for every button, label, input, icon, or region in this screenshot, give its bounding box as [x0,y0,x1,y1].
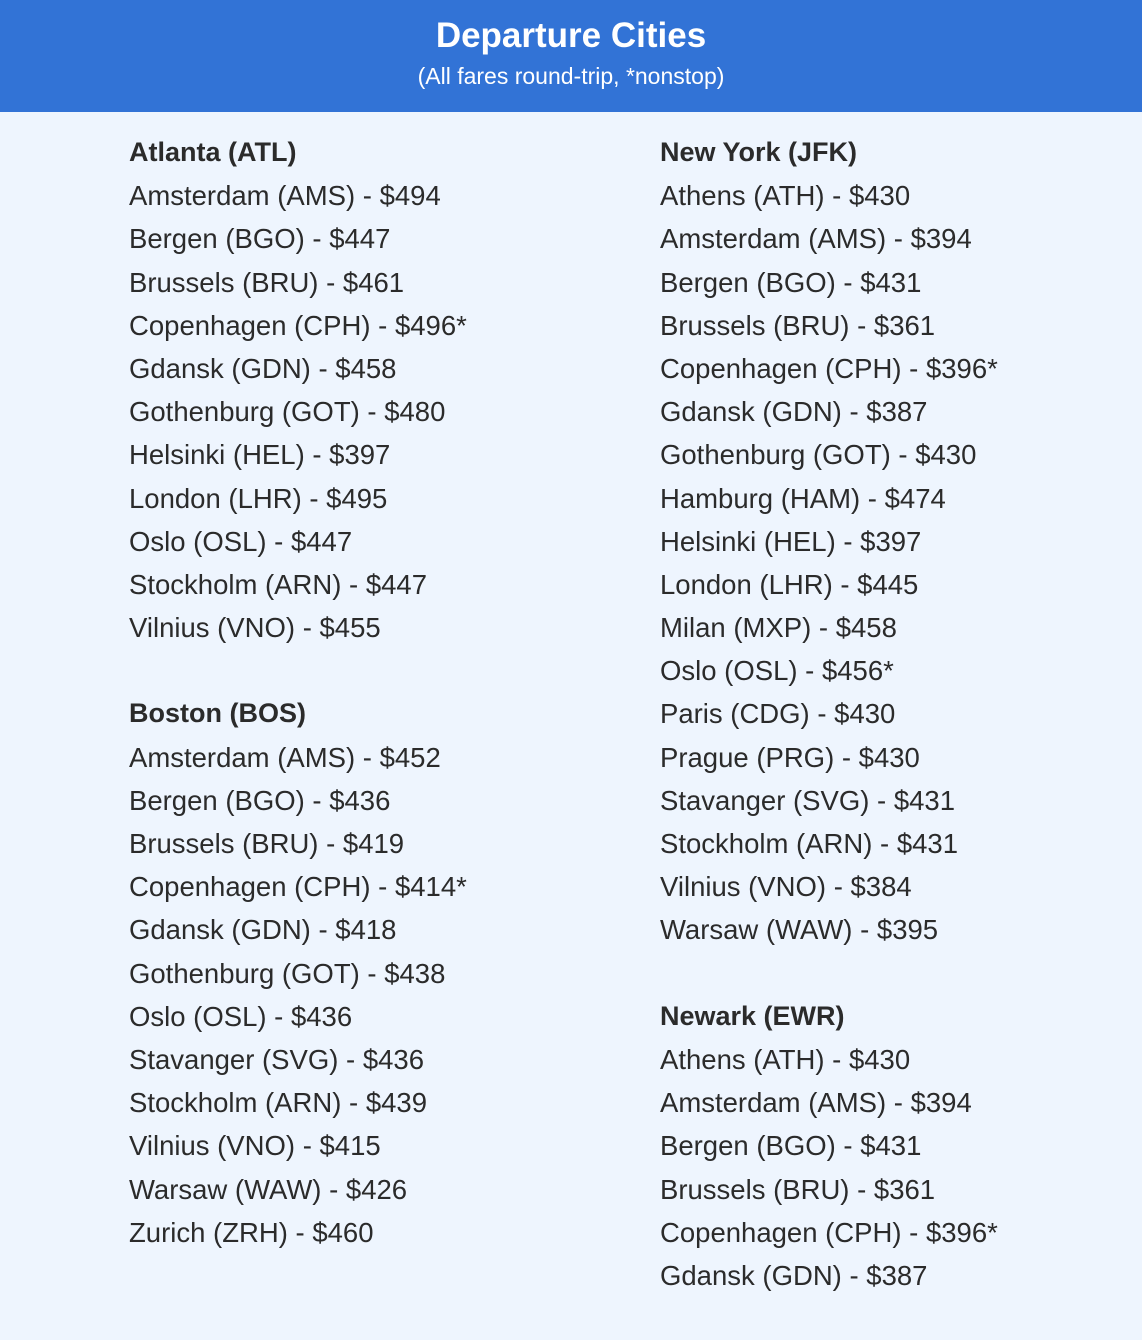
departure-city-title: Newark (EWR) [660,1000,845,1031]
fare-item: Stockholm (ARN) - $439 [129,1087,428,1119]
fare-item: Vilnius (VNO) - $384 [660,871,912,903]
departure-city-title: New York (JFK) [660,137,858,167]
fare-item: Athens (ATH) - $430 [660,180,911,212]
fare-item: Copenhagen (CPH) - $396* [660,1216,998,1248]
fare-item: Gdansk (GDN) - $387 [660,396,928,428]
departure-column-right [660,131,998,1340]
fare-item: London (LHR) - $495 [129,482,388,514]
fare-item: Vilnius (VNO) - $455 [129,612,381,644]
fare-item: Vilnius (VNO) - $415 [129,1130,381,1162]
departure-group-ewr [660,995,998,1297]
fare-item: Helsinki (HEL) - $397 [129,439,391,471]
fare-item: Amsterdam (AMS) - $394 [660,1087,972,1119]
departure-city-title: Boston (BOS) [129,698,306,729]
fare-item: Brussels (BRU) - $419 [129,828,405,859]
fare-item: Warsaw (WAW) - $395 [660,914,939,946]
fare-item: Brussels (BRU) - $361 [660,1173,936,1205]
fare-item: Stavanger (SVG) - $436 [129,1043,425,1075]
fare-item: Stockholm (ARN) - $447 [129,568,428,600]
fare-item: Oslo (OSL) - $456* [660,655,894,687]
fare-item: Stavanger (SVG) - $431 [660,784,956,816]
fare-item: Milan (MXP) - $458 [660,612,897,644]
page-header [0,0,1142,112]
fare-item: Gothenburg (GOT) - $480 [129,396,446,428]
departure-column-left [129,131,467,1297]
departure-city-title: Atlanta (ATL) [129,137,297,167]
fare-item: Copenhagen (CPH) - $414* [129,871,467,903]
departure-group-jfk [660,131,998,952]
page-subtitle: (All fares round-trip, *nonstop) [417,63,725,89]
fare-item: Copenhagen (CPH) - $396* [660,352,998,384]
fare-item: Copenhagen (CPH) - $496* [129,309,467,341]
fare-item: Prague (PRG) - $430 [660,741,920,773]
fare-item: Gothenburg (GOT) - $430 [660,439,977,471]
fare-item: Bergen (BGO) - $431 [660,1130,922,1162]
departure-group-atl [129,131,467,649]
fare-item: Brussels (BRU) - $361 [660,309,936,341]
departure-group-bos [129,692,467,1253]
fare-item: Paris (CDG) - $430 [660,698,896,730]
fare-item: Amsterdam (AMS) - $494 [129,180,441,212]
fare-item: Hamburg (HAM) - $474 [660,482,946,514]
fare-item: Warsaw (WAW) - $426 [129,1173,408,1205]
fare-item: London (LHR) - $445 [660,568,919,600]
fare-item: Athens (ATH) - $430 [660,1043,911,1075]
page-title: Departure Cities [435,16,707,55]
fare-item: Amsterdam (AMS) - $394 [660,223,972,255]
fare-item: Gothenburg (GOT) - $438 [129,957,446,989]
fare-item: Oslo (OSL) - $436 [129,1000,353,1032]
fare-item: Amsterdam (AMS) - $452 [129,741,441,773]
fare-item: Oslo (OSL) - $447 [129,525,353,557]
fare-item: Helsinki (HEL) - $397 [660,525,922,557]
fare-item: Zurich (ZRH) - $460 [129,1216,374,1248]
fare-item: Gdansk (GDN) - $387 [660,1259,928,1291]
fare-item: Bergen (BGO) - $436 [129,784,391,816]
fare-item: Gdansk (GDN) - $458 [129,352,397,384]
fare-item: Bergen (BGO) - $431 [660,266,922,298]
fare-item: Bergen (BGO) - $447 [129,223,391,255]
fare-item: Brussels (BRU) - $461 [129,266,405,298]
fare-item: Stockholm (ARN) - $431 [660,828,959,859]
fare-item: Gdansk (GDN) - $418 [129,914,397,946]
